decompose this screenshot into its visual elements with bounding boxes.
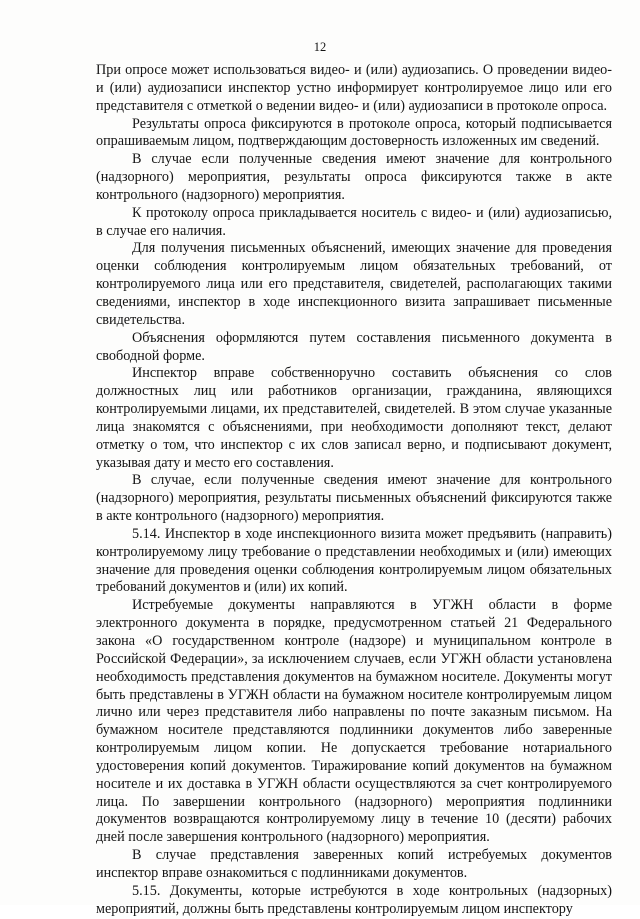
paragraph-requested-documents: Истребуемые документы направляются в УГЖН области в форме электронного документа в порядке, предусмотренном статьей 21 Федерального закона «О государственном контроле (надзоре) и муниципальном контроле в Российской Федерации», за исключением случаев, если УГЖН области установлена необходимость представления документов на бумажном носителе. Документы могут быть представлены в УГЖН области на бумажном носителе контролируемым лицом лично или через представителя либо направлены по почте заказным письмом. На бумажном носителе представляются подлинники документов либо заверенные контролируемым лицом копии. Не допускается требование нотариального удостоверения копий документов. Тиражирование копий документов на бумажном носителе и их доставка в УГЖН области осуществляются за счет контролируемого лица. По завершении контрольного (надзорного) мероприятия подлинники документов возвращаются контролируемому лицу в течение 10 (десяти) рабочих дней после завершения контрольного (надзорного) мероприятия. — [96, 597, 612, 846]
paragraph-written-explanations: Для получения письменных объяснений, имеющих значение для проведения оценки соблюдения контролируемым лицом обязательных требований, от контролируемого лица или его представителя, свидетелей, располагающих такими сведениями, инспектор в ходе инспекционного визита запрашивает письменные свидетельства. — [96, 240, 612, 328]
document-body — [96, 62, 612, 919]
paragraph-explanations-results-in-act: В случае, если полученные сведения имеют значение для контрольного (надзорного) мероприятия, результаты письменных объяснений фиксируются также в акте контрольного (надзорного) мероприятия. — [96, 472, 612, 525]
paragraph-section-5-14: 5.14. Инспектор в ходе инспекционного визита может предъявить (направить) контролируемому лицу требование о представлении необходимых и (или) имеющих значение для проведения оценки соблюдения контролируемым лицом обязательных требований документов и (или) их копий. — [96, 525, 612, 596]
paragraph-section-5-15: 5.15. Документы, которые истребуются в ходе контрольных (надзорных) мероприятий, должны быть представлены контролируемым лицом инспектору — [96, 882, 612, 917]
paragraph-video-recording: При опросе может использоваться видео- и (или) аудиозапись. О проведении видео- и (или) аудиозаписи инспектор устно информирует контролируемое лицо или его представителя с отметкой о ведении видео- и (или) аудиозаписи в протоколе опроса. — [96, 62, 612, 114]
paragraph-inspector-writes-explanations: Инспектор вправе собственноручно составить объяснения со слов должностных лиц или работников организации, гражданина, являющихся контролируемыми лицами, их представителей, свидетелей. В этом случае указанные лица знакомятся с объяснениями, при необходимости дополняют текст, делают отметку о том, что инспектор с их слов записал верно, и подписывают документ, указывая дату и место его составления. — [96, 365, 612, 471]
page-number: 12 — [313, 40, 327, 54]
paragraph-interview-results-in-act: В случае если полученные сведения имеют значение для контрольного (надзорного) мероприятия, результаты опроса фиксируются также в акте контрольного (надзорного) мероприятия. — [96, 151, 612, 203]
paragraph-explanations-form: Объяснения оформляются путем составления письменного документа в свободной форме. — [96, 329, 612, 364]
paragraph-interview-protocol: Результаты опроса фиксируются в протоколе опроса, который подписывается опрашиваемым лицом, подтверждающим достоверность изложенных им сведений. — [96, 115, 612, 150]
paragraph-recording-media: К протоколу опроса прикладывается носитель с видео- и (или) аудиозаписью, в случае его наличия. — [96, 204, 612, 239]
paragraph-certified-copies: В случае представления заверенных копий истребуемых документов инспектор вправе ознакомиться с подлинниками документов. — [96, 847, 612, 881]
